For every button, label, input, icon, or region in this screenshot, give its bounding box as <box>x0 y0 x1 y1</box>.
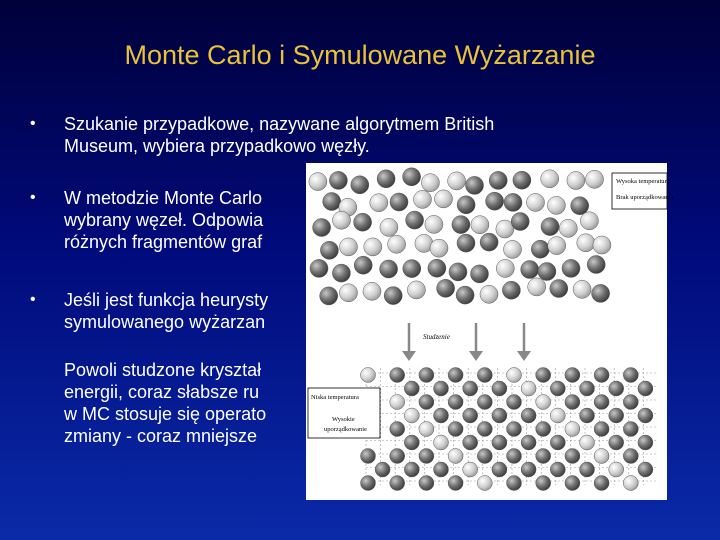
dark-atom <box>404 381 419 396</box>
bullet-3-line-1: Jeśli jest funkcja heurysty <box>64 290 269 310</box>
dark-atom <box>419 449 434 464</box>
dark-atom <box>456 286 474 304</box>
dark-atom <box>471 265 489 283</box>
dark-atom <box>492 462 507 477</box>
light-atom <box>567 172 585 190</box>
dark-atom <box>492 408 507 423</box>
dark-atom <box>361 476 376 491</box>
bottom-label-1: Niska temperatura <box>311 394 359 401</box>
dark-atom <box>538 263 556 281</box>
dark-atom <box>354 256 372 274</box>
dark-atom <box>380 260 398 278</box>
dark-atom <box>638 435 653 450</box>
dark-atom <box>419 476 434 491</box>
dark-atom <box>310 259 328 277</box>
light-atom <box>430 239 448 257</box>
dark-atom <box>507 476 522 491</box>
paragraph-line-2: energii, coraz słabsze ru <box>64 382 260 402</box>
dark-atom <box>437 279 455 297</box>
dark-atom <box>565 368 580 383</box>
dark-atom <box>404 435 419 450</box>
light-atom <box>425 215 443 233</box>
dark-atom <box>428 259 446 277</box>
light-atom <box>594 449 609 464</box>
dark-atom <box>550 280 568 298</box>
dark-atom <box>536 422 551 437</box>
bullet-2-line-3: różnych fragmentów graf <box>64 232 263 252</box>
dark-atom <box>565 449 580 464</box>
dark-atom <box>580 381 595 396</box>
dark-atom <box>594 422 609 437</box>
dark-atom <box>511 213 529 231</box>
dark-atom <box>521 435 536 450</box>
light-atom <box>390 395 405 410</box>
dark-atom <box>550 435 565 450</box>
dark-atom <box>562 259 580 277</box>
slide-title: Monte Carlo i Symulowane Wyżarzanie <box>124 40 596 70</box>
dark-atom <box>361 449 376 464</box>
paragraph-line-3: w MC stosuje się operato <box>64 404 267 424</box>
bullet-dot: • <box>30 189 36 206</box>
dark-atom <box>507 449 522 464</box>
dark-atom <box>457 234 475 252</box>
dark-atom <box>521 408 536 423</box>
annealing-figure <box>306 163 674 500</box>
dark-atom <box>489 171 507 189</box>
light-atom <box>477 476 492 491</box>
dark-atom <box>513 171 531 189</box>
top-label-2: Brak uporządkowania <box>616 194 674 201</box>
light-atom <box>536 395 551 410</box>
dark-atom <box>377 170 395 188</box>
bottom-label-3: uporządkowanie <box>324 426 367 433</box>
bullet-dot: • <box>30 291 36 308</box>
dark-atom <box>354 213 372 231</box>
dark-atom <box>623 395 638 410</box>
dark-atom <box>536 476 551 491</box>
dark-atom <box>486 192 504 210</box>
bullet-2-line-1: W metodzie Monte Carlo <box>64 188 263 208</box>
disordered-atoms <box>309 168 611 305</box>
light-atom <box>471 216 489 234</box>
dark-atom <box>536 449 551 464</box>
paragraph-line-1: Powoli studzone kryształ <box>64 360 262 380</box>
bottom-label-2: Wysokie <box>332 416 355 423</box>
light-atom <box>496 259 514 277</box>
dark-atom <box>492 435 507 450</box>
paragraph-line-4: zmiany - coraz mniejsze <box>64 426 258 446</box>
dark-atom <box>477 422 492 437</box>
dark-atom <box>375 462 390 477</box>
light-atom <box>361 368 376 383</box>
dark-atom <box>477 368 492 383</box>
dark-atom <box>609 408 624 423</box>
light-atom <box>593 236 611 254</box>
light-atom <box>609 462 624 477</box>
dark-atom <box>448 422 463 437</box>
light-atom <box>370 194 388 212</box>
dark-atom <box>466 176 484 194</box>
dark-atom <box>531 240 549 258</box>
middle-label: Studzenie <box>423 333 450 341</box>
light-atom <box>580 435 595 450</box>
cooling-arrow <box>402 323 416 361</box>
dark-atom <box>541 218 559 236</box>
bullet-1-line-2: Museum, wybiera przypadkowo węzły. <box>64 136 370 156</box>
light-atom <box>527 193 545 211</box>
dark-atom <box>638 408 653 423</box>
dark-atom <box>609 435 624 450</box>
light-atom <box>380 218 398 236</box>
dark-atom <box>448 395 463 410</box>
dark-atom <box>594 368 609 383</box>
dark-atom <box>587 256 605 274</box>
light-atom <box>577 234 595 252</box>
light-atom <box>586 170 604 188</box>
dark-atom <box>390 193 408 211</box>
dark-atom <box>638 381 653 396</box>
dark-atom <box>434 408 449 423</box>
light-atom <box>480 285 498 303</box>
dark-atom <box>623 368 638 383</box>
dark-atom <box>329 171 347 189</box>
light-atom <box>623 476 638 491</box>
light-atom <box>404 408 419 423</box>
light-atom <box>340 284 358 302</box>
light-atom <box>528 278 546 296</box>
light-atom <box>463 462 478 477</box>
dark-atom <box>406 211 424 229</box>
dark-atom <box>638 462 653 477</box>
light-atom <box>504 240 522 258</box>
light-atom <box>547 196 565 214</box>
dark-atom <box>565 395 580 410</box>
dark-atom <box>480 233 498 251</box>
dark-atom <box>477 395 492 410</box>
dark-atom <box>434 381 449 396</box>
dark-atom <box>351 176 369 194</box>
dark-atom <box>550 462 565 477</box>
dark-atom <box>594 395 609 410</box>
light-atom <box>548 237 566 255</box>
dark-atom <box>332 264 350 282</box>
light-atom <box>573 280 591 298</box>
dark-atom <box>477 449 492 464</box>
ordered-atoms <box>361 368 653 491</box>
dark-atom <box>507 395 522 410</box>
light-atom <box>448 172 466 190</box>
dark-atom <box>580 408 595 423</box>
dark-atom <box>457 196 475 214</box>
light-atom <box>414 190 432 208</box>
dark-atom <box>592 284 610 302</box>
light-atom <box>565 422 580 437</box>
light-atom <box>333 211 351 229</box>
cooling-arrow <box>469 323 483 361</box>
dark-atom <box>623 449 638 464</box>
light-atom <box>507 368 522 383</box>
dark-atom <box>320 241 338 259</box>
light-atom <box>340 238 358 256</box>
light-atom <box>434 435 449 450</box>
light-atom <box>448 449 463 464</box>
light-atom <box>419 422 434 437</box>
dark-atom <box>384 287 402 305</box>
dark-atom <box>448 476 463 491</box>
light-atom <box>559 219 577 237</box>
dark-atom <box>550 381 565 396</box>
dark-atom <box>463 381 478 396</box>
dark-atom <box>390 449 405 464</box>
dark-atom <box>419 368 434 383</box>
light-atom <box>580 212 598 230</box>
dark-atom <box>594 476 609 491</box>
dark-atom <box>403 260 421 278</box>
dark-atom <box>452 216 470 234</box>
dark-atom <box>448 368 463 383</box>
light-atom <box>435 190 453 208</box>
dark-atom <box>609 381 624 396</box>
light-atom <box>364 238 382 256</box>
dark-atom <box>390 476 405 491</box>
dark-atom <box>565 476 580 491</box>
light-atom <box>309 173 327 191</box>
bullet-dot: • <box>30 115 36 132</box>
dark-atom <box>521 261 539 279</box>
dark-atom <box>536 368 551 383</box>
dark-atom <box>390 422 405 437</box>
bullet-1-line-1: Szukanie przypadkowe, nazywane algorytmem British <box>64 114 495 134</box>
annealing-diagram <box>306 163 674 500</box>
dark-atom <box>463 408 478 423</box>
dark-atom <box>463 435 478 450</box>
dark-atom <box>449 263 467 281</box>
dark-atom <box>502 281 520 299</box>
bullet-2-line-2: wybrany węzeł. Odpowia <box>64 210 264 230</box>
light-atom <box>421 174 439 192</box>
dark-atom <box>403 168 421 186</box>
light-atom <box>407 281 425 299</box>
paragraph <box>64 359 266 447</box>
dark-atom <box>507 422 522 437</box>
top-label-1: Wysoka temperatura <box>616 178 670 185</box>
light-atom <box>550 408 565 423</box>
dark-atom <box>623 422 638 437</box>
dark-atom <box>323 193 341 211</box>
dark-atom <box>434 462 449 477</box>
dark-atom <box>320 287 338 305</box>
dark-atom <box>504 193 522 211</box>
dark-atom <box>404 462 419 477</box>
cooling-arrow <box>517 323 531 361</box>
dark-atom <box>571 197 589 215</box>
light-atom <box>388 235 406 253</box>
dark-atom <box>580 462 595 477</box>
dark-atom <box>492 381 507 396</box>
dark-atom <box>313 219 331 237</box>
dark-atom <box>419 395 434 410</box>
bullet-3-line-2: symulowanego wyżarzan <box>64 312 266 332</box>
light-atom <box>541 170 559 188</box>
dark-atom <box>521 462 536 477</box>
dark-atom <box>390 368 405 383</box>
light-atom <box>521 381 536 396</box>
light-atom <box>363 282 381 300</box>
